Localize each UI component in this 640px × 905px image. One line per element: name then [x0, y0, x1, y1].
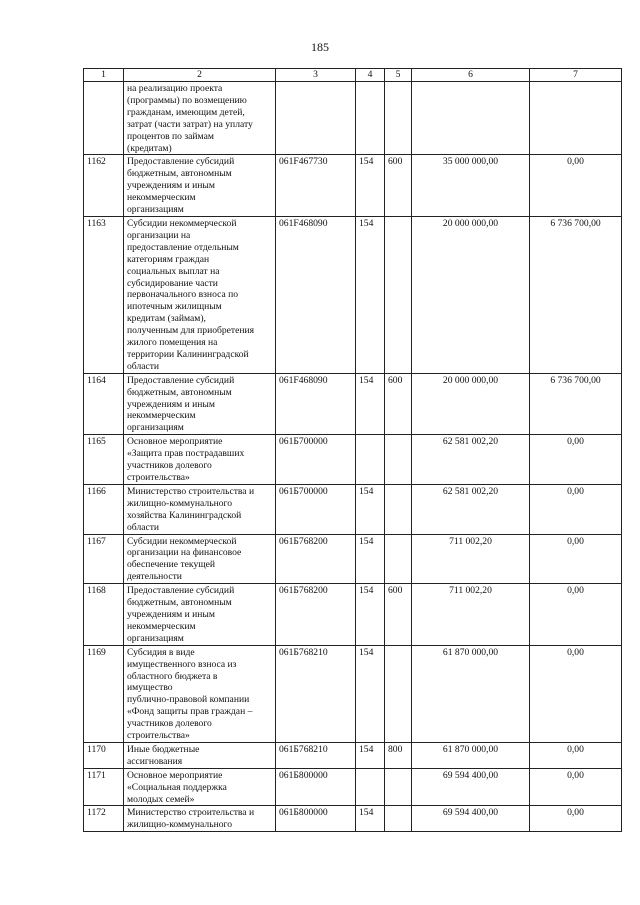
row-col5	[385, 82, 412, 155]
row-name: Иные бюджетные ассигнования	[124, 742, 276, 768]
row-amount: 69 594 400,00	[412, 768, 530, 806]
row-col4	[356, 82, 385, 155]
row-amount2: 0,00	[530, 435, 622, 485]
row-code: 061F467730	[276, 155, 356, 217]
row-number: 1170	[84, 742, 124, 768]
row-number: 1168	[84, 584, 124, 646]
row-amount: 69 594 400,00	[412, 806, 530, 832]
row-code: 061Б700000	[276, 484, 356, 534]
row-col5: 800	[385, 742, 412, 768]
row-col5	[385, 216, 412, 373]
row-number: 1167	[84, 534, 124, 584]
header-col-3: 3	[276, 69, 356, 82]
row-name: Субсидия в виде имущественного взноса из областного бюджета в имущество публично-правовой компании «Фонд защиты прав граждан – участников долевого строительства»	[124, 645, 276, 742]
row-amount: 61 870 000,00	[412, 645, 530, 742]
row-code: 061Б800000	[276, 768, 356, 806]
row-col4: 154	[356, 484, 385, 534]
table-row	[84, 742, 622, 768]
row-amount: 20 000 000,00	[412, 216, 530, 373]
row-number: 1172	[84, 806, 124, 832]
row-col5: 600	[385, 155, 412, 217]
row-col4: 154	[356, 584, 385, 646]
table-row	[84, 155, 622, 217]
budget-table	[83, 68, 622, 832]
row-code: 061Б768200	[276, 584, 356, 646]
row-code: 061Б800000	[276, 806, 356, 832]
row-name: Субсидии некоммерческой организации на финансовое обеспечение текущей деятельности	[124, 534, 276, 584]
row-col4	[356, 435, 385, 485]
row-col5: 600	[385, 584, 412, 646]
table-row	[84, 806, 622, 832]
row-amount2: 0,00	[530, 768, 622, 806]
row-amount2: 0,00	[530, 584, 622, 646]
row-amount2: 0,00	[530, 645, 622, 742]
header-col-5: 5	[385, 69, 412, 82]
row-name: Предоставление субсидий бюджетным, автономным учреждениям и иным некоммерческим организациям	[124, 584, 276, 646]
row-number: 1164	[84, 373, 124, 435]
row-amount2: 0,00	[530, 534, 622, 584]
header-col-1: 1	[84, 69, 124, 82]
row-col5	[385, 534, 412, 584]
row-col4: 154	[356, 373, 385, 435]
row-number: 1169	[84, 645, 124, 742]
table-row	[84, 216, 622, 373]
table-row	[84, 373, 622, 435]
row-amount2	[530, 82, 622, 155]
header-col-7: 7	[530, 69, 622, 82]
table-row	[84, 484, 622, 534]
row-col4: 154	[356, 534, 385, 584]
row-col4: 154	[356, 742, 385, 768]
table-row	[84, 768, 622, 806]
row-name: на реализацию проекта (программы) по возмещению гражданам, имеющим детей, затрат (части затрат) на уплату процентов по займам (кредитам)	[124, 82, 276, 155]
row-col4	[356, 768, 385, 806]
row-amount: 62 581 002,20	[412, 435, 530, 485]
row-amount2: 6 736 700,00	[530, 216, 622, 373]
row-code: 061Б768200	[276, 534, 356, 584]
row-name: Основное мероприятие «Социальная поддержка молодых семей»	[124, 768, 276, 806]
table-row	[84, 534, 622, 584]
page-number: 185	[311, 40, 329, 54]
row-name: Предоставление субсидий бюджетным, автономным учреждениям и иным некоммерческим организациям	[124, 155, 276, 217]
row-code	[276, 82, 356, 155]
row-amount2: 0,00	[530, 484, 622, 534]
row-name: Предоставление субсидий бюджетным, автономным учреждениям и иным некоммерческим организациям	[124, 373, 276, 435]
row-amount2: 6 736 700,00	[530, 373, 622, 435]
row-col4: 154	[356, 155, 385, 217]
row-amount2: 0,00	[530, 155, 622, 217]
table-row	[84, 82, 622, 155]
row-number: 1171	[84, 768, 124, 806]
table-header-row	[84, 69, 622, 82]
row-name: Министерство строительства и жилищно-коммунального хозяйства Калининградской области	[124, 484, 276, 534]
row-col5	[385, 484, 412, 534]
row-amount: 711 002,20	[412, 534, 530, 584]
row-name: Основное мероприятие «Защита прав пострадавших участников долевого строительства»	[124, 435, 276, 485]
row-number: 1163	[84, 216, 124, 373]
row-amount: 35 000 000,00	[412, 155, 530, 217]
row-col5	[385, 435, 412, 485]
row-number: 1165	[84, 435, 124, 485]
row-name: Министерство строительства и жилищно-коммунального	[124, 806, 276, 832]
row-code: 061Б768210	[276, 742, 356, 768]
row-code: 061Б768210	[276, 645, 356, 742]
row-col5	[385, 806, 412, 832]
row-col4: 154	[356, 645, 385, 742]
row-col5: 600	[385, 373, 412, 435]
row-number: 1162	[84, 155, 124, 217]
row-amount2: 0,00	[530, 806, 622, 832]
row-amount	[412, 82, 530, 155]
row-amount: 62 581 002,20	[412, 484, 530, 534]
header-col-4: 4	[356, 69, 385, 82]
table-row	[84, 645, 622, 742]
row-col5	[385, 768, 412, 806]
row-col4: 154	[356, 806, 385, 832]
row-amount: 711 002,20	[412, 584, 530, 646]
row-number: 1166	[84, 484, 124, 534]
row-col4: 154	[356, 216, 385, 373]
row-code: 061Б700000	[276, 435, 356, 485]
row-code: 061F468090	[276, 216, 356, 373]
row-amount: 61 870 000,00	[412, 742, 530, 768]
row-name: Субсидии некоммерческой организации на предоставление отдельным категориям граждан социальных выплат на субсидирование части первоначального взноса по ипотечным жилищным кредитам (займам), полученным для приобретения жилого помещения на территории Калининградской области	[124, 216, 276, 373]
header-col-2: 2	[124, 69, 276, 82]
row-col5	[385, 645, 412, 742]
header-col-6: 6	[412, 69, 530, 82]
table-row	[84, 584, 622, 646]
row-amount: 20 000 000,00	[412, 373, 530, 435]
table-row	[84, 435, 622, 485]
row-number	[84, 82, 124, 155]
row-code: 061F468090	[276, 373, 356, 435]
row-amount2: 0,00	[530, 742, 622, 768]
